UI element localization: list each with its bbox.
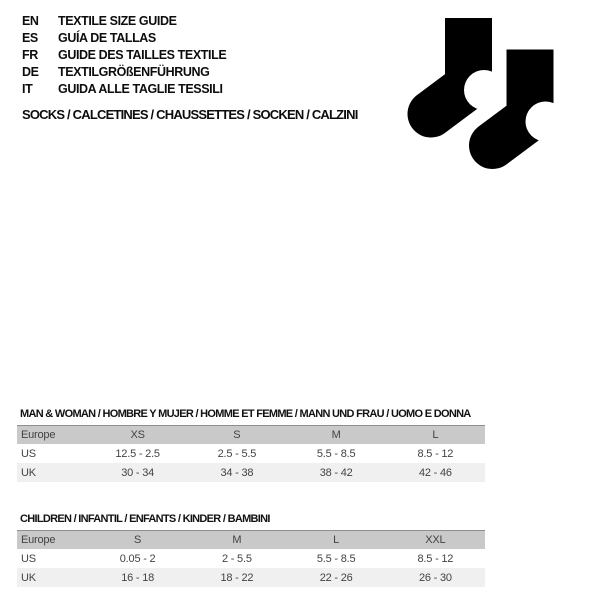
language-row-de bbox=[22, 64, 226, 81]
language-list bbox=[22, 13, 226, 98]
language-label: GUIDE DES TAILLES TEXTILE bbox=[58, 48, 227, 62]
column-header-m: M bbox=[187, 531, 286, 550]
column-header-s: S bbox=[187, 426, 286, 445]
adults-size-table bbox=[17, 425, 485, 482]
size-value: 8.5 - 12 bbox=[417, 447, 454, 460]
column-header-xs: XS bbox=[88, 426, 187, 445]
row-label: UK bbox=[21, 466, 36, 479]
socks-icon bbox=[405, 14, 570, 176]
table-row-uk bbox=[17, 568, 485, 587]
row-label: UK bbox=[21, 571, 36, 584]
size-value: 5.5 - 8.5 bbox=[316, 447, 356, 460]
row-label: US bbox=[21, 447, 36, 460]
language-row-it bbox=[22, 81, 226, 98]
column-header-xxl: XXL bbox=[386, 531, 485, 550]
language-code: FR bbox=[22, 48, 38, 62]
column-header-region: Europe bbox=[17, 426, 88, 445]
column-header-m: M bbox=[287, 426, 386, 445]
table-header-row bbox=[17, 426, 485, 445]
column-header-region: Europe bbox=[17, 531, 88, 550]
column-header-l: L bbox=[386, 426, 485, 445]
size-value: 5.5 - 8.5 bbox=[316, 552, 356, 565]
language-row-fr bbox=[22, 47, 226, 64]
size-value: 12.5 - 2.5 bbox=[115, 447, 160, 460]
size-value: 30 - 34 bbox=[121, 466, 155, 479]
table-title-children: CHILDREN / INFANTIL / ENFANTS / KINDER / BAMBINI bbox=[20, 513, 270, 525]
table-row-uk bbox=[17, 463, 485, 482]
language-label: GUIDA ALLE TAGLIE TESSILI bbox=[58, 82, 223, 96]
size-value: 16 - 18 bbox=[121, 571, 155, 584]
table-row-us bbox=[17, 444, 485, 463]
size-value: 2.5 - 5.5 bbox=[217, 447, 257, 460]
language-code: ES bbox=[22, 31, 38, 45]
row-label: US bbox=[21, 552, 36, 565]
size-table-children bbox=[17, 513, 485, 587]
sock-back-icon bbox=[431, 18, 504, 114]
category-title: SOCKS / CALCETINES / CHAUSSETTES / SOCKEN / CALZINI bbox=[22, 107, 358, 122]
language-code: IT bbox=[22, 82, 33, 96]
language-code: EN bbox=[22, 14, 39, 28]
language-label: TEXTILE SIZE GUIDE bbox=[58, 14, 177, 28]
column-header-l: L bbox=[287, 531, 386, 550]
table-title-adults: MAN & WOMAN / HOMBRE Y MUJER / HOMME ET FEMME / MANN UND FRAU / UOMO E DONNA bbox=[20, 408, 471, 420]
size-value: 42 - 46 bbox=[418, 466, 452, 479]
table-row-us bbox=[17, 549, 485, 568]
children-size-table bbox=[17, 530, 485, 587]
size-value: 0.05 - 2 bbox=[119, 552, 156, 565]
language-row-es bbox=[22, 30, 226, 47]
sock-front-icon bbox=[493, 50, 566, 146]
size-table-adults bbox=[17, 408, 485, 482]
column-header-s: S bbox=[88, 531, 187, 550]
language-code: DE bbox=[22, 65, 39, 79]
size-value: 8.5 - 12 bbox=[417, 552, 454, 565]
size-value: 26 - 30 bbox=[418, 571, 452, 584]
language-label: TEXTILGRÖßENFÜHRUNG bbox=[58, 65, 210, 79]
table-header-row bbox=[17, 531, 485, 550]
size-value: 34 - 38 bbox=[220, 466, 254, 479]
language-label: GUÍA DE TALLAS bbox=[58, 31, 156, 45]
size-value: 38 - 42 bbox=[319, 466, 353, 479]
size-value: 2 - 5.5 bbox=[221, 552, 252, 565]
language-row-en bbox=[22, 13, 226, 30]
size-value: 22 - 26 bbox=[319, 571, 353, 584]
size-value: 18 - 22 bbox=[220, 571, 254, 584]
